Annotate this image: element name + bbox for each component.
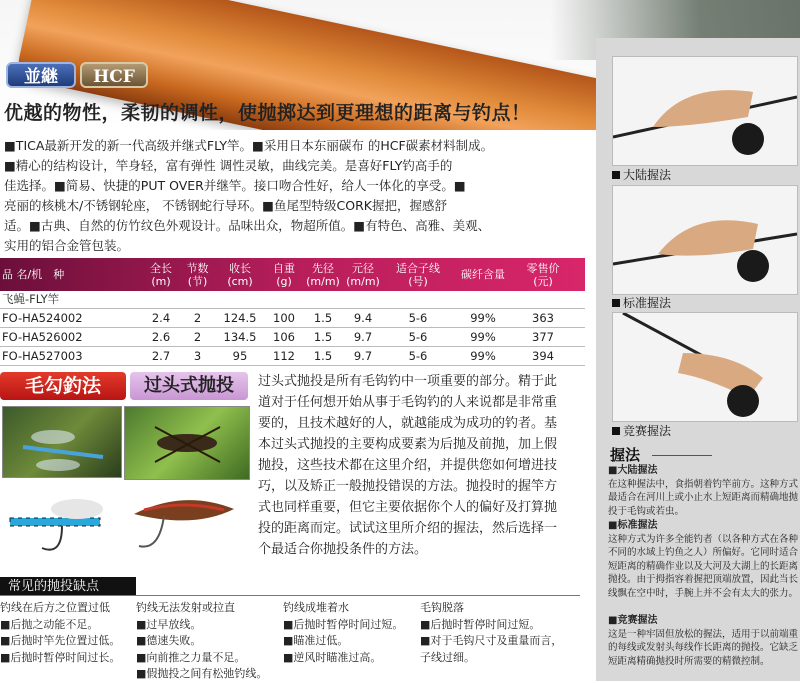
table-cell: 106 <box>273 330 295 344</box>
grip-caption <box>612 166 671 183</box>
table-cell: 1.5 <box>313 311 333 325</box>
brown-lure-icon <box>124 484 248 564</box>
grip-photo-competition <box>612 312 798 422</box>
fault-item: ■过早放线。 <box>136 617 202 631</box>
table-cell: 377 <box>532 330 554 344</box>
description-line: 适。■古典、自然的仿竹纹色外观设计。品味出众，物超所值。■有特色、高雅、美观、 <box>4 218 491 233</box>
table-cell: 363 <box>532 311 554 325</box>
grip-caption-text: 竞赛握法 <box>623 424 672 438</box>
grip-caption-text: 大陆握法 <box>623 168 672 182</box>
table-cell: 394 <box>532 349 554 363</box>
grip-section <box>608 614 800 668</box>
fault-item: ■假抛投之间有松弛钓线。 <box>136 667 268 680</box>
table-cell: 9.7 <box>353 330 373 344</box>
grip-caption-text: 标准握法 <box>623 296 672 310</box>
fault-item: ■对于毛钩尺寸及重量而言，子线过细。 <box>420 634 563 664</box>
table-cell: 99% <box>470 349 496 363</box>
table-cell: FO-HA526002 <box>2 330 83 344</box>
bullet-icon <box>612 427 620 435</box>
grip-caption <box>612 422 671 439</box>
grip-section-text: 这种方式为许多全能钓者（以各种方式在各种不同的水域上钓鱼之人）所偏好。它同时适合短距离的精确作业以及大河及大湖上的长距离抛投。由于拇指容着握把顶端放置，因此当长线飘在空中时，手腕上并不会有太大的张力。 <box>608 533 799 599</box>
description-line: 亮丽的核桃木/不锈钢轮座， 不锈钢蛇行导环。■鱼尾型特级CORK握把，握感舒 <box>4 198 447 213</box>
description-line: ■TICA最新开发的新一代高级并继式FLY竿。■采用日本东丽碳布 的HCF碳素材料制成。 <box>4 138 494 153</box>
fault-item: ■后抛时暂停时间过短。 <box>420 617 541 631</box>
fault-item: ■德速失败。 <box>136 634 202 647</box>
spec-header-cell: 全长 (m) <box>150 261 172 288</box>
fault-item: ■后抛时暂停时间过长。 <box>0 650 121 664</box>
spec-header-cell: 收长 (cm) <box>227 261 253 288</box>
spec-header-cell: 元径 (m/m) <box>346 261 380 288</box>
bullet-icon <box>612 299 620 307</box>
table-cell: FO-HA524002 <box>2 311 83 325</box>
table-cell: 2.4 <box>151 311 171 325</box>
table-cell: 100 <box>273 311 295 325</box>
grip-section-heading: ■竞赛握法 <box>608 615 658 626</box>
table-cell: 2 <box>193 330 202 344</box>
grip-section <box>608 519 800 600</box>
spec-header-cell: 品 名/机 种 <box>2 268 65 281</box>
stonefly-photo <box>124 406 250 480</box>
table-cell: 9.7 <box>353 349 373 363</box>
fly-fishing-tag: 毛勾釣法 <box>0 372 126 400</box>
table-cell: 1.5 <box>313 349 333 363</box>
spec-header-cell: 碳纤含量 <box>461 268 505 281</box>
bullet-icon <box>612 171 620 179</box>
headline: 优越的物性，柔韧的调性，使抛掷达到更理想的距离与钓点！ <box>4 102 531 124</box>
table-cell: 99% <box>470 330 496 344</box>
table-cell: 134.5 <box>223 330 257 344</box>
badge-joint: 並継 <box>6 62 76 88</box>
spec-header <box>0 258 585 291</box>
table-cell: 2 <box>193 311 202 325</box>
table-cell: 2.6 <box>151 330 171 344</box>
description-line: 佳选择。■简易、快捷的PUT OVER并继竿。接口吻合性好，给人一体化的享受。■ <box>4 178 466 193</box>
faults-title: 常见的抛投缺点 <box>0 577 136 596</box>
blue-lure-icon <box>2 484 120 564</box>
hand-grip-icon <box>613 57 797 165</box>
table-cell: 124.5 <box>223 311 257 325</box>
table-cell: 5-6 <box>408 330 428 344</box>
table-cell: 5-6 <box>408 311 428 325</box>
stonefly-icon <box>125 407 249 479</box>
fault-item: ■瞄准过低。 <box>283 634 349 647</box>
grip-photo-standard <box>612 185 798 295</box>
fault-heading: 钓线无法发射或拉直 <box>136 601 235 614</box>
spec-header-cell: 先径 (m/m) <box>306 261 340 288</box>
table-row <box>0 347 585 366</box>
description-line: ■精心的结构设计，竿身轻，富有弹性 调性灵敏，曲线完美。是喜好FLY钓高手的 <box>4 158 453 173</box>
badge-hcf: HCF <box>80 62 148 88</box>
fault-item: ■后抛时竿先位置过低。 <box>0 634 121 647</box>
grip-title: 握法 <box>610 446 641 464</box>
grip-section-heading: ■大陆握法 <box>608 465 658 476</box>
table-cell: 3 <box>193 349 202 363</box>
table-cell: 9.4 <box>353 311 373 325</box>
dragonfly-icon <box>3 407 121 477</box>
spec-header-cell: 适合子线 (号) <box>396 261 440 288</box>
grip-caption <box>612 294 671 311</box>
brown-fly-lure-photo <box>124 484 248 564</box>
grip-section <box>608 464 800 518</box>
table-cell: 95 <box>232 349 248 363</box>
spec-category: 飞蝇-FLY竿 <box>0 291 585 309</box>
table-cell: FO-HA527003 <box>2 349 83 363</box>
fault-item: ■向前推之力量不足。 <box>136 650 246 664</box>
grip-section-text: 这是一种牢固但放松的握法，适用于以前端重的每线或发射头每线作长距离的抛投。它缺乏短距离精确抛投时所需要的精微控制。 <box>608 628 799 667</box>
fault-item: ■后抛时暂停时间过短。 <box>283 617 404 631</box>
overhead-cast-paragraph: 过头式抛投是所有毛钩钓中一项重要的部分。精于此道对于任何想开始从事于毛钩钓的人来说都是非常重要的，且技术越好的人，就越能成为成功的钓者。基本过头式抛投的主要构成要素为后抛及前抛，加上假抛投，这些技术都在这里介绍，并提供您如何增进技巧，以及矫正一般抛投错误的方法。抛投时的握竿方式也同样重要，但它主要依据你个人的偏好及打算抛投的距离而定。试试这里所介绍的握法，然后选择一个最适合你抛投条件的方法。 <box>258 374 558 557</box>
spec-header-cell: 自重 (g) <box>273 261 295 288</box>
table-cell: 1.5 <box>313 330 333 344</box>
overhead-cast-tag: 过头式抛投 <box>130 372 248 400</box>
product-description <box>4 136 584 256</box>
fault-item: ■逆风时瞄准过高。 <box>283 650 382 664</box>
faults-divider <box>0 595 580 596</box>
description-line: 实用的铝合金管包装。 <box>4 238 130 253</box>
fault-heading: 毛钩脱落 <box>420 601 464 614</box>
fault-column <box>0 600 120 666</box>
fault-column <box>420 600 570 666</box>
fault-heading: 钓线在后方之位置过低 <box>0 601 110 614</box>
fault-heading: 钓线成堆着水 <box>283 601 349 614</box>
table-cell: 112 <box>273 349 295 363</box>
grip-section-heading: ■标准握法 <box>608 520 658 531</box>
table-cell: 5-6 <box>408 349 428 363</box>
grip-title-divider <box>652 455 712 456</box>
fault-column <box>283 600 403 666</box>
grip-photo-continental <box>612 56 798 166</box>
table-row <box>0 328 585 347</box>
hand-grip-icon <box>613 313 797 421</box>
blue-fly-lure-photo <box>2 484 120 564</box>
spec-header-cell: 节数 (节) <box>186 261 209 288</box>
spec-table <box>0 258 585 366</box>
fault-column <box>136 600 267 683</box>
grip-section-text: 在这种握法中，食指朝着钓竿前方。这种方式最适合在河川上或小止水上短距离而精确地抛投于毛钩或若虫。 <box>608 478 799 517</box>
fault-item: ■后抛之动能不足。 <box>0 617 99 631</box>
table-cell: 2.7 <box>151 349 171 363</box>
dragonfly-photo <box>2 406 122 478</box>
table-cell: 99% <box>470 311 496 325</box>
spec-header-cell: 零售价 (元) <box>526 261 560 288</box>
hand-grip-icon <box>613 186 797 294</box>
table-row <box>0 309 585 328</box>
